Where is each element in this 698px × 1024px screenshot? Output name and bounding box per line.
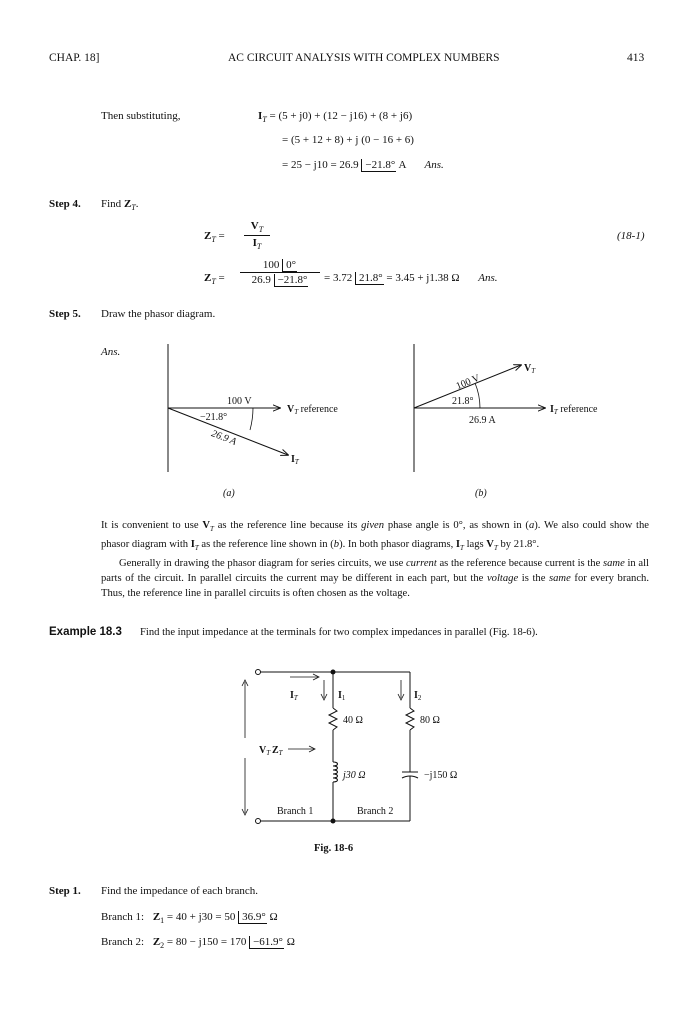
step5-text: Draw the phasor diagram. bbox=[101, 308, 216, 320]
terminal-top bbox=[256, 670, 261, 675]
phasor-a-angle-label: −21.8° bbox=[200, 412, 228, 423]
paragraph-1: It is convenient to use $V_T$ as the reference line because its given phase angle is 0°, as shown in (a). We also could show the phasor diagram with $I_T$ as the reference line shown in (b). In both phasor diagrams, $I_T$ lags $V_T$ by 21.8°. bbox=[101, 520, 649, 553]
step1-text: Find the impedance of each branch. bbox=[101, 885, 258, 897]
phasor-b-vt-label: $V_T$ bbox=[524, 363, 536, 375]
phasor-a-vt-ref: $V_T$ reference bbox=[287, 404, 338, 416]
zt-value-rhs: = 3.72 21.8° = 3.45 + j1.38 Ω Ans. bbox=[324, 272, 498, 284]
chapter-label: CHAP. 18] bbox=[49, 52, 100, 64]
phasor-a-i-label: 26.9 A bbox=[209, 428, 238, 448]
resistor-80 bbox=[406, 708, 414, 730]
l1-label: j30 Ω bbox=[343, 770, 366, 781]
branch2-impedance: Branch 2: $Z_2 = 80 - j150 = 170 -61.9^\circ$ Ω bbox=[101, 936, 295, 951]
substitution-lead: Then substituting, bbox=[101, 110, 181, 122]
it-equation-line2: = (5 + 12 + 8) + j (0 − 16 + 6) bbox=[282, 134, 414, 146]
zt-label: $Z_T$ bbox=[272, 745, 283, 757]
vt-label: $V_T$ bbox=[259, 745, 271, 757]
phasor-a-it-label: $I_T$ bbox=[291, 454, 299, 466]
zt-formula-lhs: $Z_T$ = bbox=[204, 230, 225, 245]
step5-label: Step 5. bbox=[49, 308, 81, 320]
phasor-b-it-ref: $I_T$ reference bbox=[550, 404, 598, 416]
zt-value-fraction: $\frac{100 0^\circ}{26.9 -21.8^\circ}$ bbox=[240, 259, 320, 286]
zt-value-lhs: $Z_T$ = bbox=[204, 272, 225, 287]
running-title: AC CIRCUIT ANALYSIS WITH COMPLEX NUMBERS bbox=[228, 52, 500, 64]
r2-label: 80 Ω bbox=[420, 715, 440, 726]
c2-label: −j150 Ω bbox=[424, 770, 458, 781]
inductor-j30 bbox=[333, 762, 338, 782]
phasor-b-caption: (b) bbox=[475, 488, 487, 499]
equation-tag: (18-1) bbox=[617, 230, 645, 242]
it-label: $I_T$ bbox=[290, 690, 298, 702]
phasor-b-angle-label: 21.8° bbox=[452, 396, 474, 407]
phasor-b-i-label: 26.9 A bbox=[469, 415, 496, 426]
figure-caption: Fig. 18-6 bbox=[314, 843, 354, 854]
step1-label: Step 1. bbox=[49, 885, 81, 897]
branch2-label: Branch 2 bbox=[357, 806, 394, 817]
r1-label: 40 Ω bbox=[343, 715, 363, 726]
i1-label: $I_1$ bbox=[338, 690, 346, 702]
phasor-a-v-label: 100 V bbox=[227, 396, 252, 407]
phasor-ans: Ans. bbox=[101, 346, 121, 358]
step4-label: Step 4. bbox=[49, 198, 81, 210]
page-number: 413 bbox=[627, 52, 645, 64]
phasor-b-v-label: 100 V bbox=[454, 372, 482, 393]
branch1-impedance: Branch 1: $Z_1 = 40 + j30 = 50$ 36.9° Ω bbox=[101, 911, 278, 926]
i2-label: $I_2$ bbox=[414, 690, 422, 702]
example-label: Example 18.3 bbox=[49, 626, 122, 638]
zt-formula-fraction: $\frac{V_T}{I_T}$ bbox=[244, 220, 270, 251]
example-text: Find the input impedance at the terminals for two complex impedances in parallel (Fig. 18-6). bbox=[140, 627, 538, 638]
step4-text: Find $Z_T$. bbox=[101, 198, 139, 213]
it-equation-line1: $I_T = (5 + j0) + (12 - j16) + (8 + j6)$ bbox=[258, 110, 413, 125]
terminal-bottom bbox=[256, 819, 261, 824]
paragraph-2: Generally in drawing the phasor diagram for series circuits, we use current as the reference because current is the same in all parts of the circuit. In parallel circuits the current may be different in each part, but the voltage is the same for every branch. Thus, the reference line in parallel circuits is often chosen as the voltage. bbox=[101, 558, 649, 600]
it-equation-line3: = 25 − j10 = 26.9 −21.8° A Ans. bbox=[282, 159, 444, 171]
branch1-label: Branch 1 bbox=[277, 806, 314, 817]
resistor-40 bbox=[329, 708, 337, 730]
phasor-a-caption: (a) bbox=[223, 488, 235, 499]
